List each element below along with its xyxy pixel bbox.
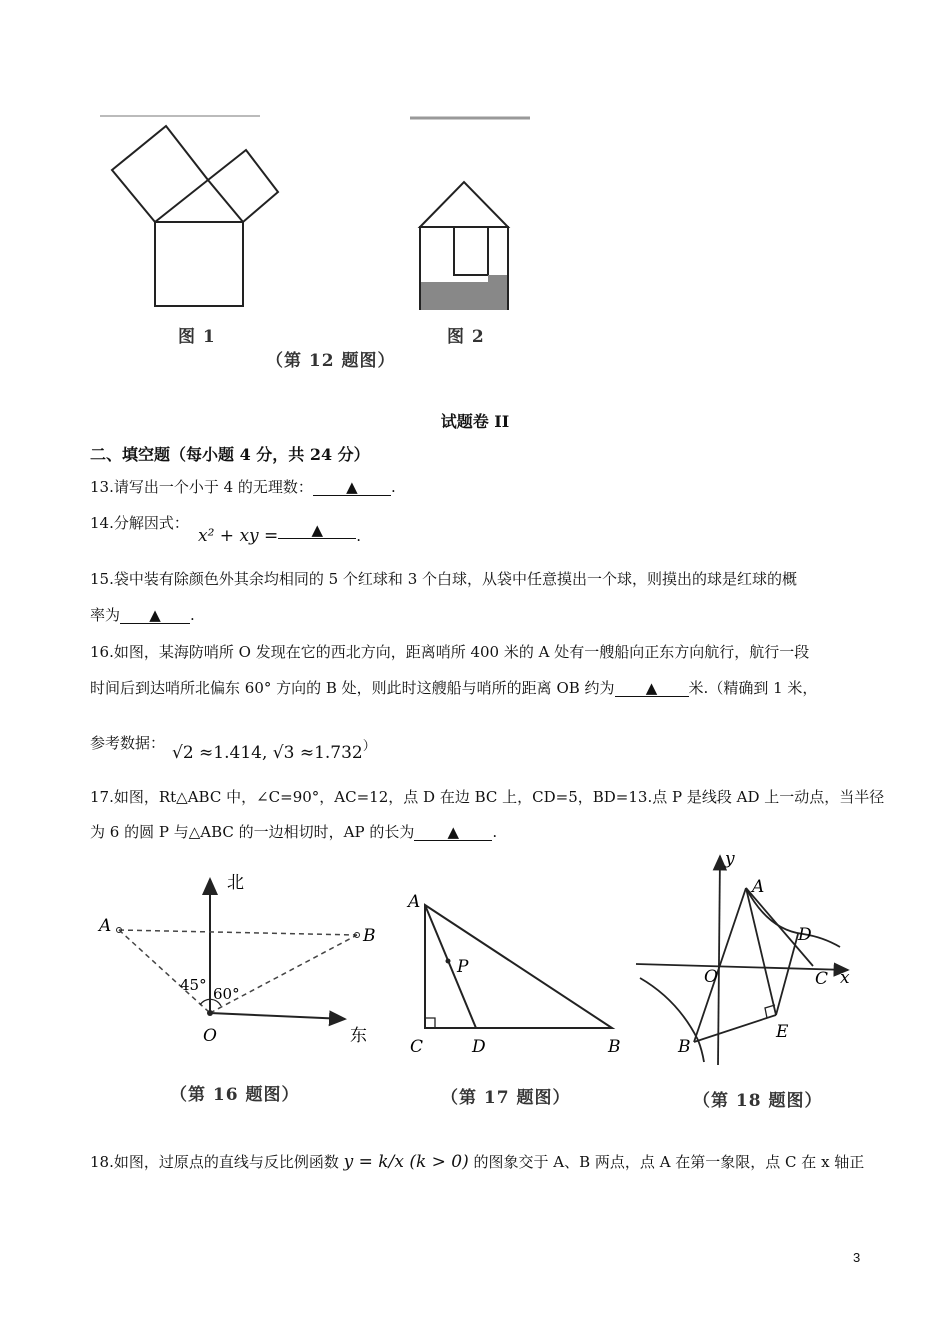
label-e: E bbox=[776, 1022, 789, 1042]
right-angle-mark bbox=[425, 1018, 435, 1028]
question-17-text: 为 6 的圆 P 与△ABC 的一边相切时，AP 的长为 bbox=[90, 823, 415, 841]
figure-17-drawing bbox=[400, 885, 630, 1060]
segment-oa bbox=[119, 930, 210, 1013]
section-title: 二、填空题（每小题 4 分，共 24 分） bbox=[90, 445, 370, 464]
label-angle-60: 60° bbox=[213, 985, 240, 1003]
hyperbola-branch-2 bbox=[640, 978, 704, 1062]
label-o: O bbox=[704, 967, 718, 987]
question-17-end: . bbox=[492, 823, 498, 841]
segment-ae bbox=[746, 888, 776, 1015]
blank-mark: ▲ bbox=[311, 521, 324, 539]
label-angle-45: 45° bbox=[180, 976, 207, 994]
answer-blank bbox=[313, 479, 391, 496]
label-b: B bbox=[608, 1037, 621, 1057]
blank-mark: ▲ bbox=[645, 679, 658, 697]
question-16-reference bbox=[90, 732, 165, 754]
figure-18-drawing bbox=[628, 850, 868, 1070]
question-14 bbox=[90, 512, 189, 534]
question-17-line-1: 17.如图，Rt△ABC 中，∠C=90°，AC=12，点 D 在边 BC 上，CD=5，BD=13.点 P 是线段 AD 上一动点，当半径 bbox=[90, 788, 885, 806]
question-16-line-2 bbox=[90, 677, 817, 699]
label-a: A bbox=[408, 892, 421, 912]
shaded-region bbox=[421, 282, 507, 310]
figure-12-caption: （第 12 题图） bbox=[266, 351, 396, 371]
question-16-reference-values bbox=[172, 736, 376, 764]
answer-blank bbox=[615, 680, 689, 697]
question-18-text-end: 的图象交于 A、B 两点，点 A 在第一象限，点 C 在 x 轴正 bbox=[473, 1153, 865, 1171]
question-15-text: 率为 bbox=[90, 606, 121, 624]
point-p bbox=[446, 959, 451, 964]
question-18 bbox=[90, 1151, 864, 1173]
label-o: O bbox=[203, 1026, 217, 1046]
label-c: C bbox=[410, 1037, 424, 1057]
page-number: 3 bbox=[853, 1250, 861, 1265]
question-13 bbox=[90, 476, 396, 498]
question-13-end: . bbox=[390, 478, 396, 496]
question-14-expression bbox=[198, 522, 361, 547]
math-function: y = k/x (k > 0) bbox=[343, 1152, 469, 1172]
point-o bbox=[207, 1010, 213, 1016]
figure-1-shapes bbox=[112, 126, 278, 306]
label-d: D bbox=[798, 925, 812, 945]
question-16-line-1: 16.如图，某海防哨所 O 发现在它的西北方向，距离哨所 400 米的 A 处有一艘船向正东方向航行，航行一段 bbox=[90, 643, 810, 661]
label-a: A bbox=[99, 916, 112, 936]
question-17-line-2 bbox=[90, 821, 497, 843]
question-14-end: . bbox=[356, 527, 362, 545]
label-east: 东 bbox=[350, 1026, 367, 1046]
figure-12-drawing bbox=[100, 110, 540, 310]
figure-16-caption: （第 16 题图） bbox=[170, 1085, 300, 1105]
math-expression: x² + xy = bbox=[198, 526, 279, 546]
label-d: D bbox=[472, 1037, 486, 1057]
reference-expression: √2 ≈1.414, √3 ≈1.732 bbox=[172, 743, 363, 763]
shaded-region bbox=[488, 275, 507, 283]
answer-blank bbox=[414, 824, 492, 841]
blank-mark: ▲ bbox=[447, 823, 460, 841]
question-15-end: . bbox=[190, 606, 195, 624]
label-x: x bbox=[840, 968, 850, 988]
label-b: B bbox=[363, 926, 376, 946]
question-16-text: 时间后到达哨所北偏东 60° 方向的 B 处，则此时这艘船与哨所的距离 OB 约为 bbox=[90, 679, 615, 697]
reference-label: 参考数据： bbox=[90, 734, 166, 752]
question-15-line-1: 15.袋中装有除颜色外其余均相同的 5 个红球和 3 个白球，从袋中任意摸出一个球，则摸出的球是红球的概 bbox=[90, 570, 798, 588]
question-16-text-end: 米.（精确到 1 米， bbox=[688, 679, 818, 697]
reference-end: ） bbox=[362, 739, 376, 754]
answer-blank bbox=[278, 522, 356, 539]
question-18-text: 18.如图，过原点的直线与反比例函数 bbox=[90, 1153, 339, 1171]
label-b: B bbox=[678, 1037, 691, 1057]
question-15-line-2 bbox=[90, 604, 195, 626]
segment-ab bbox=[119, 930, 357, 935]
figure-16-drawing bbox=[95, 865, 385, 1055]
label-y: y bbox=[725, 850, 735, 869]
figure-1-label: 图 1 bbox=[178, 327, 216, 347]
figure-2-label: 图 2 bbox=[447, 327, 485, 347]
label-north: 北 bbox=[227, 873, 244, 893]
segment-be bbox=[694, 1015, 776, 1042]
blank-mark: ▲ bbox=[346, 478, 358, 496]
figure-18-caption: （第 18 题图） bbox=[693, 1091, 823, 1111]
question-14-text: 14.分解因式： bbox=[90, 514, 189, 532]
segment-de bbox=[776, 934, 798, 1015]
triangle-abc bbox=[425, 905, 612, 1028]
figure-17-caption: （第 17 题图） bbox=[441, 1088, 571, 1108]
blank-mark: ▲ bbox=[149, 606, 161, 624]
paper-title: 试题卷 II bbox=[440, 412, 510, 431]
label-a: A bbox=[752, 877, 765, 897]
answer-blank bbox=[120, 607, 190, 624]
question-13-text: 13.请写出一个小于 4 的无理数： bbox=[90, 478, 313, 496]
label-c: C bbox=[815, 969, 829, 989]
east-arrow bbox=[210, 1013, 345, 1019]
label-p: P bbox=[457, 957, 469, 977]
